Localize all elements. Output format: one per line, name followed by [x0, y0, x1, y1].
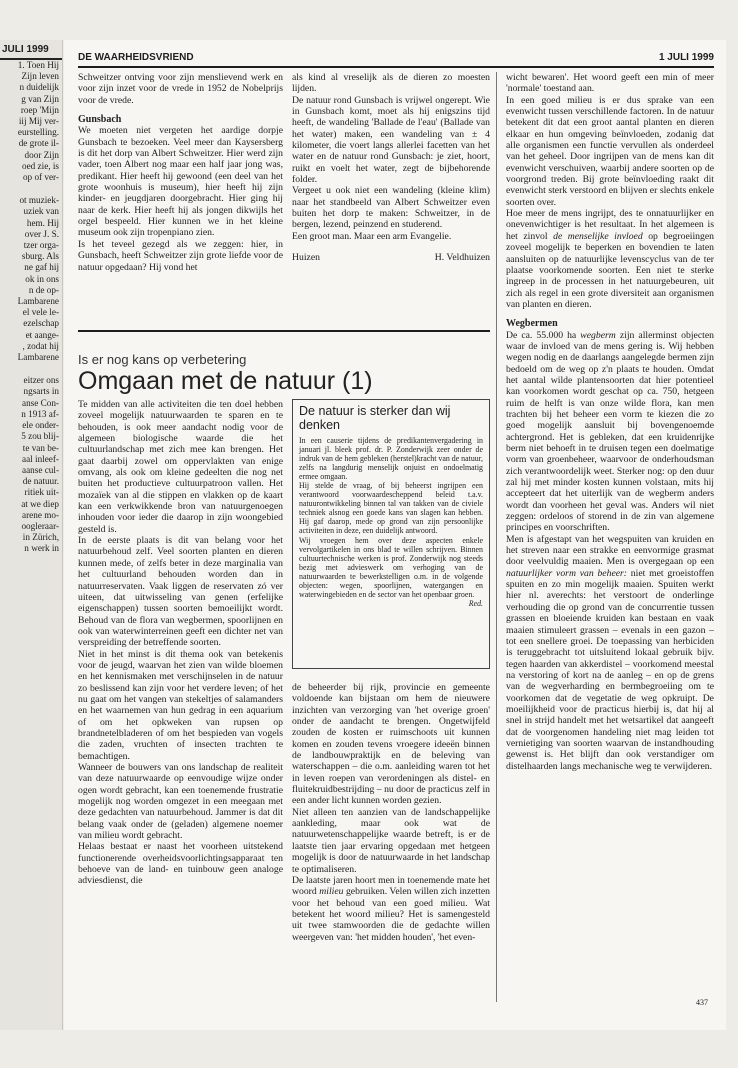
- editorial-signature: Red.: [468, 598, 483, 608]
- paragraph: In de eerste plaats is dit van belang voor het natuurbehoud zelf. Veel soorten planten en dieren kunnen mede, of zelfs beter in deze marginalia van het cultuurland behouden worden dan in natuurreservaten. Vaak liggen de reservaten zó ver uiteen, dat uitwisseling van genen (erfelijke eigenschappen) tussen soorten bemoeilijkt wordt. Behoud van de flora van wegbermen, spoorlijnen en ook van waterwinterreinen geeft een dichter net van verspreiding der betreffende soorten.: [78, 535, 283, 649]
- paragraph: Vergeet u ook niet een wandeling (kleine klim) naar het standbeeld van Albert Schweitzer even buiten het dorp te maken: Schweitzer, in de bergen, lezend, peinzend en studerend.: [292, 185, 490, 231]
- facing-page-line: ele onder-: [22, 420, 59, 431]
- facing-page-line: te van be-: [22, 442, 59, 453]
- paragraph: als kind al vreselijk als de dieren zo moesten lijden.: [292, 72, 490, 95]
- facing-page-text-middle: [0, 195, 62, 363]
- paragraph: de beheerder bij rijk, provincie en gemeente voldoende kan bijstaan om hem de nieuwere inzichten van verzorging van 'het overige groen' onder de aandacht te brengen. Ongetwijfeld zouden de kosten er ruimschoots uit kunnen komen en zouden tevens vroegere ideeën binnen de landbouwpraktijk en de beleving van waterschappen – die o.m. aanleiding waren tot het in leven roepen van verordeningen als distel- en fluitekruidbestrijding – nu door de practicus zelf in een ander licht kunnen worden gezien.: [292, 682, 490, 807]
- facing-page-line: n duidelijk: [19, 82, 59, 93]
- article-title: Omgaan met de natuur (1): [78, 367, 373, 395]
- facing-page-line: de natuur.: [22, 476, 59, 487]
- column-separator: [496, 72, 497, 1002]
- article-divider: [78, 330, 490, 332]
- facing-page-line: anse Con-: [22, 397, 59, 408]
- paragraph: Is het teveel gezegd als we zeggen: hier, in Gunsbach, heeft Schweitzer zijn grote liefde voor de natuur opgedaan? Hij vond het: [78, 238, 283, 273]
- issue-date: 1 JULI 1999: [658, 52, 714, 63]
- paragraph: Niet in het minst is dit thema ook van betekenis voor de jeugd, waarvan het zien van wilde bloemen en het kennismaken met verschijnselen in de natuur zo beslissend kan zijn voor het verdere leven; of het nu gaat om het vangen van stekeltjes of salamanders en het waarnemen van hun gedrag in een aquarium of om het opkweken van rupsen op brandnetelbladeren of om het bespieden van vogels die zaden, vruchten of insecten trachten te bemachtigen.: [78, 648, 283, 762]
- author-name: H. Veldhuizen: [434, 252, 490, 264]
- publication-name: DE WAARHEIDSVRIEND: [78, 52, 194, 63]
- facing-page-line: uziek van: [23, 206, 59, 217]
- facing-page-line: ngsarts in: [23, 386, 59, 397]
- facing-page-line: Lambarene: [17, 352, 59, 363]
- facing-page-line: ne gaf hij: [24, 262, 59, 273]
- facing-page-line: ok in ons: [25, 273, 59, 284]
- facing-page-line: 1. Toen Hij: [17, 60, 59, 70]
- facing-page-line: ritiek uit-: [24, 487, 59, 498]
- paragraph: In een goed milieu is er dus sprake van een evenwicht tussen verschillende factoren. In de natuur betekent dit dat een groot aantal planten en dieren elkaar en hun omgeving beïnvloeden, zodanig dat alle organismen een functie vervullen als onderdeel van het geheel. Door ingrijpen van de mens kan dit evenwicht verschuiven, waarbij andere soorten op de voorgrond treden. Bij grote beïnvloeding raakt dit evenwicht sterk verstoord en blijven er slechts enkele soorten over.: [506, 94, 714, 208]
- article-kicker: Is er nog kans op verbetering: [78, 352, 247, 367]
- facing-page-text-top: [0, 60, 62, 183]
- facing-page-line: n de op-: [28, 284, 59, 295]
- facing-page-line: , zodat hij: [22, 340, 59, 351]
- box-paragraph: Wij vroegen hem over deze aspecten enkele vervolgartikelen in ons blad te willen schrijven. Binnen cultuurtechnische werken is prof. Zonderwijk nog steeds bezig met advieswerk om verhoging van de natuurwaarden te bewerkstelligen o.m. in de volgende objecten: wegen, spoorlijnen, watergangen en waterwingebieden en de sector van het openbaar groen.: [299, 535, 483, 599]
- facing-page-line: n 1913 af-: [21, 408, 59, 419]
- facing-page-line: el vele le-: [22, 307, 59, 318]
- facing-page-line: eurstelling.: [17, 127, 59, 138]
- paragraph: Schweitzer ontving voor zijn menslievend werk en voor zijn inzet voor de vrede in 1952 de Nobelprijs voor de vrede.: [78, 72, 283, 106]
- sidebar-box-title: De natuur is sterker dan wij denken: [299, 404, 451, 432]
- facing-page-line: de grote il-: [18, 138, 59, 149]
- facing-page-line: sburg. Als: [21, 251, 59, 262]
- article-column-left: [78, 399, 283, 887]
- schweitzer-column-2: [292, 72, 490, 264]
- facing-page-header: JULI 1999: [0, 40, 62, 60]
- paragraph: Wanneer de bouwers van ons landschap de realiteit van deze natuurwaarde op eenvoudige wijze onder ogen wordt gebracht, kan een toenemende frustratie mogelijk nog worden omgezet in een meegaan met deze gedachten van natuurbehoud. Jammer is dat dit belang vaak onder de (geladen) algemene noemer van milieu wordt gebracht.: [78, 762, 283, 842]
- facing-page-line: oogleraar-: [21, 520, 59, 531]
- facing-page-line: aanse cul-: [22, 464, 59, 475]
- running-header: [78, 50, 714, 68]
- paragraph: Hoe meer de mens ingrijpt, des te onnatuurlijker en onevenwichtiger is het resultaat. In het algemeen is het zinvol de menselijke invloed op begroeiingen zoveel mogelijk te beperken en bovendien te laten aansluiten op de natuurlijke levenscyclus van de ter plaatse voorkomende soorten. Een niet te sterke ingreep in de processen in het natuurgebeuren, uit zich als regel in een grote diversiteit aan organismen van planten en dieren.: [506, 208, 714, 310]
- emphasis: wegberm: [580, 329, 616, 341]
- emphasis: milieu: [319, 886, 344, 898]
- section-heading-gunsbach: Gunsbach: [78, 114, 122, 126]
- facing-page-line: iij Mij ver-: [18, 116, 59, 127]
- facing-page-line: door Zijn: [24, 149, 59, 160]
- paragraph: Een groot man. Maar een arm Evangelie.: [292, 230, 452, 242]
- section-heading-wegbermen: Wegbermen: [506, 318, 558, 330]
- paragraph: Men is afgestapt van het wegspuiten van kruiden en het streven naar een strakke en eenvormige grasmat door veelvuldig maaien. Men is overgegaan op een natuurlijker vorm van beheer: niet met groeistoffen spuiten en zo min mogelijk maaien. Spuiten werkt hier nl. averechts: het verstoort de onderlinge verhouding die op grond van de concurrentie tussen grassen en bloeiende kruiden kan bestaan en vaak maaien stimuleert grassen – evenals in een gazon – tot een snellere groei. De toepassing van herbiciden is teruggebracht tot uitsluitend lokaal gebruik bijv. tegen haarden van akkerdistel – voorkomend meestal na verstoring of kort na de aanleg – en op de grens van de wegverharding en bermbegroeiing om te voorkomen dat de vegetatie de weg opkruipt. De moeilijkheid voor de practicus hierbij is, dat hij al snel in strijd handelt met het wetsartikel dat aangeeft dat de voorgenomen handeling niet mag leiden tot vernietiging van soorten waarvan de instandhouding gewenst is. Het blijft dan ook verstandiger om distelhaarden langs mechanische weg te verwijderen.: [506, 533, 715, 772]
- emphasis: natuurlijker vorm van beheer:: [506, 567, 628, 579]
- facing-page-line: Zijn leven: [21, 71, 59, 82]
- facing-page-line: g van Zijn: [21, 93, 59, 104]
- facing-page-line: over J. S.: [24, 228, 59, 239]
- facing-page-line: Lambarene: [17, 296, 59, 307]
- emphasis: de menselijke invloed: [553, 230, 643, 242]
- paragraph: Niet alleen ten aanzien van de landschappelijke aankleding, maar ook wat de natuurwetenschappelijke waarde betreft, is er de laatste tien jaar ervaring opgedaan met hetgeen mogelijk is door de natuurwaarde in het landschap te optimaliseren.: [292, 806, 490, 875]
- box-paragraph: In een causerie tijdens de predikantenvergadering in januari jl. bleek prof. dr. P. Zonderwijk zeer onder de indruk van de hem gebleken (herstel)kracht van de natuur, zelfs na langdurig menselijk onjuist en ondoelmatig ermee omgaan.: [299, 436, 483, 482]
- author-signature: [292, 252, 490, 263]
- facing-page-line: in Zürich,: [22, 532, 59, 543]
- facing-page-line: eitzer ons: [23, 375, 59, 386]
- facing-page-line: et aange-: [25, 329, 59, 340]
- facing-page-line: op of ver-: [22, 172, 59, 183]
- facing-page-line: tzer orga-: [23, 240, 59, 251]
- facing-page-line: hem. Hij: [26, 217, 59, 228]
- paragraph: De ca. 55.000 ha wegberm zijn allerminst objecten waar de invloed van de mens gering is. Wij hebben wegen nodig en de daarlangs aangelegde bermen zijn bedoeld om de weg op z'n plaats te houden. Omdat het aantal wilde plantensoorten dat hier potentieel kan voorkomen wordt geschat op ca. 750, hetgeen ruim de helft is van onze wilde flora, kan men trachten bij het beheer een vorm te kiezen die zo goed mogelijk aansluit bij bovengenoemde achtergrond. Het is gebleken, dat een kruidenrijke berm niet behoeft in te druisen tegen een doelmatige vorm van groenbeheer, waarvoor de onderhoudsman zich verantwoordelijk weet. Sterker nog: op den duur zal hij met minder kosten kunnen volstaan, mits hij accepteert dat het uiterlijk van de wegberm anders wordt dan voorheen het geval was. Anders wil niet zeggen: ordeloos of storend in de zin van algemene principes en voorschriften.: [506, 329, 714, 534]
- facing-page-fragment: [0, 40, 63, 1030]
- paragraph: Te midden van alle activiteiten die ten doel hebben zoveel mogelijk natuurwaarden te sparen en te behouden, is ook meer aandacht nodig voor de algemeen biologische waarde die het cultuurlandschap met zich mee kan brengen. Het gaat daarbij zowel om oppervlakten van enige omvang, als ook om kleine gedeelten die nog net buiten het productieve cultuurpatroon vallen. Het mozaïek van al die stippen en vlakken op de kaart kan een verkwikkende bron van natuurgenoegen inhouden voor ieder die daarop in zijn woongebied gesteld is.: [78, 399, 283, 535]
- page-number: 437: [696, 998, 708, 1007]
- facing-page-line: ezelschap: [23, 318, 59, 329]
- facing-page-line: aal inleef-: [22, 453, 59, 464]
- facing-page-line: 5 zou blij-: [21, 431, 59, 442]
- facing-page-text-bottom: [0, 375, 62, 554]
- paragraph: De laatste jaren hoort men in toenemende mate het woord milieu gebruiken. Velen willen zich inzetten voor het behoud van een goed milieu. Wat betekent het woord milieu? Het is samengesteld uit twee stamwoorden die de gedachte willen weergeven van: 'het midden houden', 'het even-: [292, 874, 490, 943]
- article-column-middle: [292, 682, 490, 943]
- box-paragraph: Hij stelde de vraag, of bij beheerst ingrijpen een verantwoord voorwaardescheppend beleid t.a.v. natuurontwikkeling binnen tal van takken van de civiele techniek alsnog een goede kans van slagen kan hebben. Hij gaf daarop, mede op grond van zijn persoonlijke activiteiten in deze, een duidelijk antwoord.: [299, 481, 483, 536]
- facing-page-line: oed zie, is: [22, 160, 59, 171]
- schweitzer-column-1: [78, 72, 283, 273]
- paragraph: De natuur rond Gunsbach is vrijwel ongerept. Wie in Gunsbach komt, moet als hij enigszins tijd heeft, de wandeling 'Ballade de l'eau' (Ballade van het water) maken, een wandeling van ± 4 kilometer, die voert langs allerlei facetten van het water en de natuur rond Gunsbach: je ziet, hoort, ruikt en voelt het water, zegt de bijbehorende folder.: [292, 94, 490, 186]
- author-place: Huizen: [292, 252, 320, 264]
- facing-page-line: ot muziek-: [19, 195, 59, 206]
- paragraph: We moeten niet vergeten het aardige dorpje Gunsbach te bezoeken. Veel meer dan Kaysersberg is dit het dorp van Albert Schweitzer. Hier werd zijn vader, toen Albert nog maar een half jaar jong was, predikant. Hier heeft hij gewoond (een deel van het grote woonhuis is museum), hier heeft hij zijn kinder- en jeugdjaren doorgebracht. Hier ging hij naar de kerk. Hier heeft hij als jongen dikwijls het orgel bespeeld. Hier kunnen we in het kleine museum ook zijn tropenpiano zien.: [78, 125, 283, 239]
- paragraph: Helaas bestaat er naast het voorheen uitstekend functionerende overheidsvoorlichtingsapparaat ten behoeve van de land- en tuinbouw geen analoge adviesdienst, die: [78, 841, 283, 887]
- sidebar-box: [292, 399, 490, 669]
- facing-page-line: arene mo-: [22, 509, 59, 520]
- paragraph: wicht bewaren'. Het woord geeft een min of meer 'normale' toestand aan.: [506, 72, 714, 95]
- newspaper-page: [64, 40, 726, 1030]
- facing-page-line: roep 'Mijn: [20, 104, 59, 115]
- article-column-right: [506, 72, 714, 772]
- facing-page-line: at we diep: [21, 498, 59, 509]
- facing-page-line: n werk in: [24, 543, 59, 554]
